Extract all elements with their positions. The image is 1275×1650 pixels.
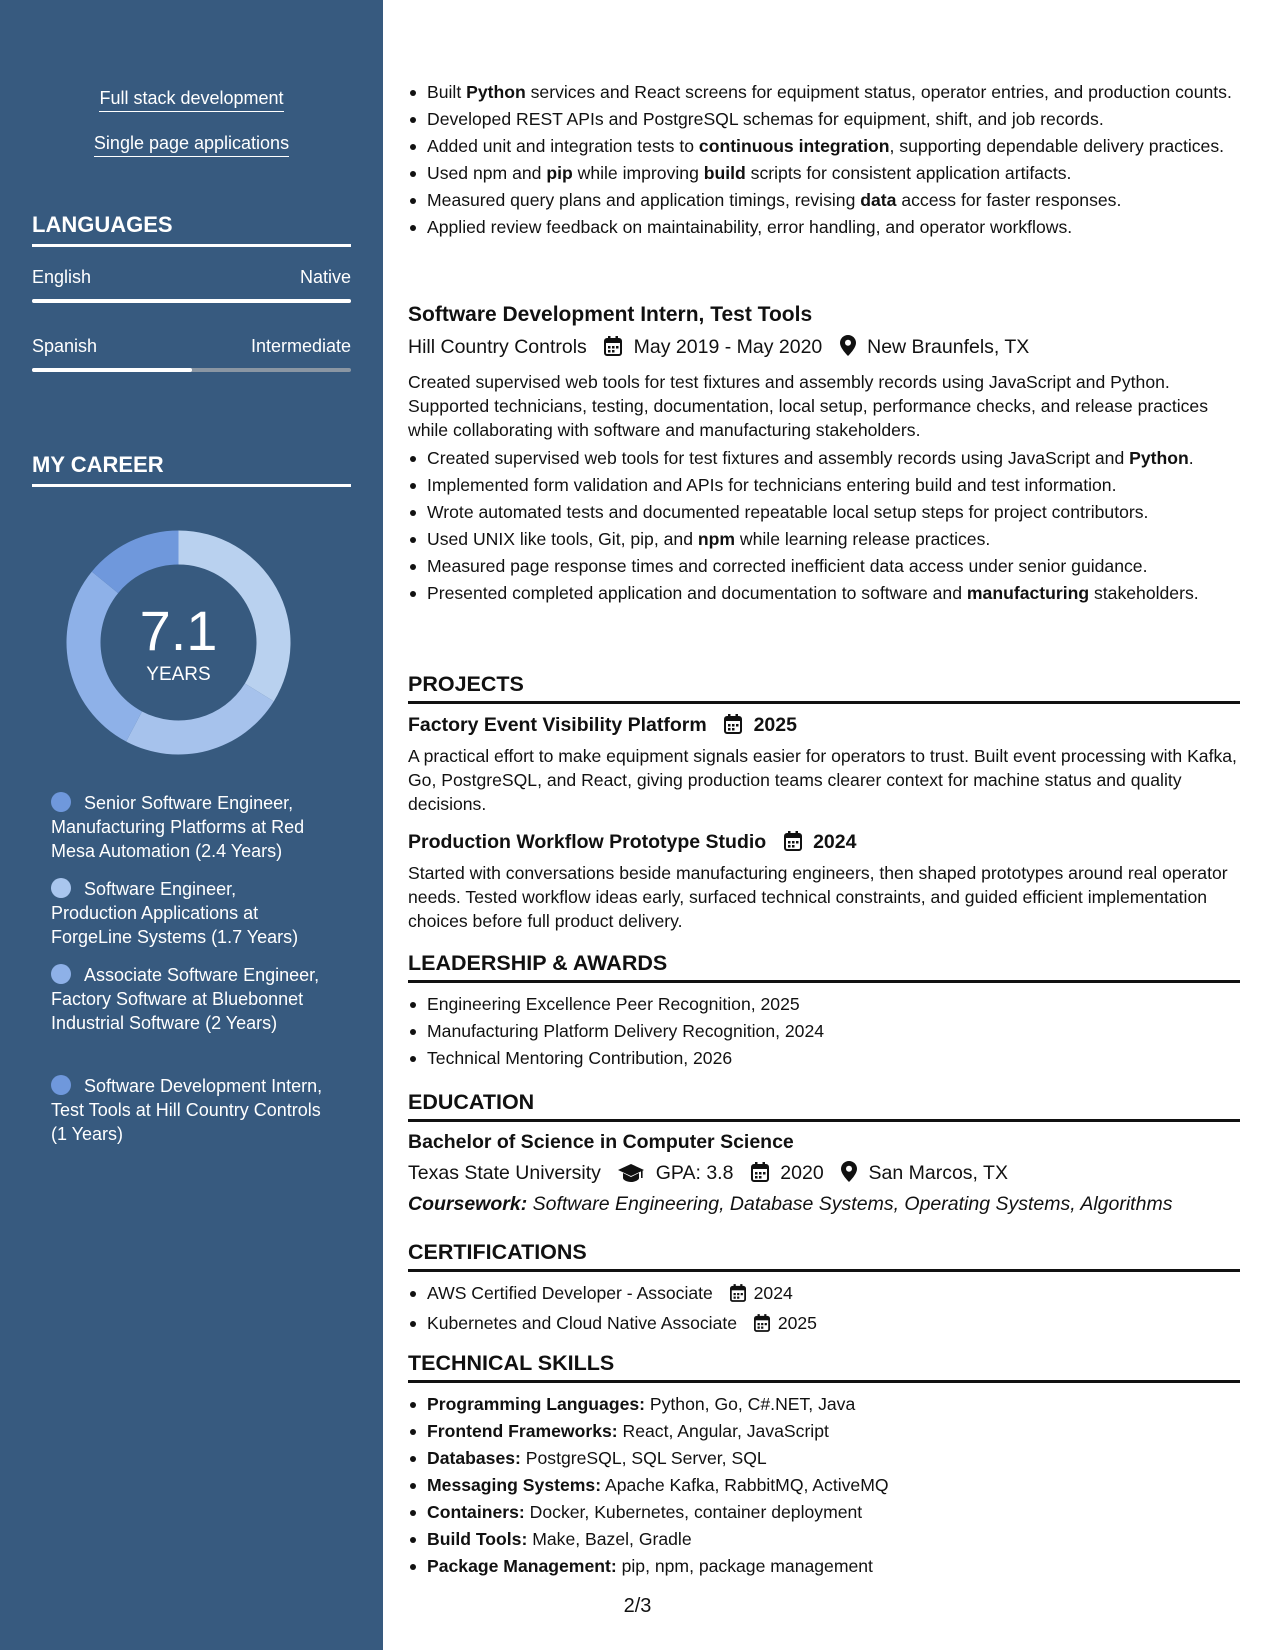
section-title-certifications: CERTIFICATIONS — [408, 1240, 1240, 1272]
skills-list — [408, 1392, 1240, 1581]
skill-label: Frontend Frameworks: — [427, 1421, 618, 1441]
skill-label: Programming Languages: — [427, 1394, 645, 1414]
career-item: Software Development Intern, Test Tools at Hill Country Controls (1 Years) — [51, 1076, 323, 1144]
bullet-item: Used npm and pip while improving build scripts for consistent application artifacts. — [408, 161, 1240, 185]
interest-item: Single page applications — [0, 133, 383, 157]
bullet-item: Created supervised web tools for test fixtures and assembly records using JavaScript and Python. — [408, 446, 1240, 470]
job-title: Software Development Intern, Test Tools — [408, 303, 813, 326]
project-description: Started with conversations beside manufacturing engineers, then shaped prototypes around real operator needs. Tested workflow ideas early, surfaced technical constraints, and guided efficient implementation choices before full product delivery. — [408, 863, 1228, 931]
degree-title: Bachelor of Science in Computer Science — [408, 1131, 794, 1153]
award-item: Engineering Excellence Peer Recognition, 2025 — [408, 992, 1240, 1016]
page-number: 2/3 — [623, 1595, 652, 1617]
certification-year: 2025 — [777, 1313, 817, 1333]
bullet-item: Applied review feedback on maintainability, error handling, and operator workflows. — [408, 215, 1240, 239]
certifications-list — [408, 1281, 1240, 1341]
coursework — [408, 1190, 1240, 1218]
bullet-item: Measured page response times and corrected inefficient data access under senior guidance. — [408, 554, 1240, 578]
career-heading: MY CAREER — [32, 452, 351, 487]
school-name: Texas State University — [408, 1162, 601, 1184]
language-bar-fill — [32, 299, 351, 303]
calendar-icon — [604, 336, 622, 364]
skill-item: Package Management: pip, npm, package management — [408, 1554, 1240, 1578]
project-year: 2025 — [753, 714, 797, 736]
language-bar-fill — [32, 368, 192, 372]
skill-item: Frontend Frameworks: React, Angular, JavaScript — [408, 1419, 1240, 1443]
graduation-cap-icon — [618, 1162, 644, 1190]
skill-item: Build Tools: Make, Bazel, Gradle — [408, 1527, 1240, 1551]
career-years-label: YEARS — [146, 664, 211, 685]
bullet-item: Implemented form validation and APIs for technicians entering build and test information. — [408, 473, 1240, 497]
bullet-item: Measured query plans and application timings, revising data access for faster responses. — [408, 188, 1240, 212]
job-summary: Created supervised web tools for test fixtures and assembly records using JavaScript and Python. Supported technicians, testing, documentation, local setup, performance checks, and release practices while collaborating with software and manufacturing stakeholders. — [408, 372, 1208, 440]
certification-item: Kubernetes and Cloud Native Associate 2025 — [408, 1311, 1240, 1338]
gpa: GPA: 3.8 — [655, 1162, 734, 1184]
calendar-icon — [784, 831, 802, 857]
certification-year: 2024 — [753, 1283, 793, 1303]
career-item: Senior Software Engineer, Manufacturing Platforms at Red Mesa Automation (2.4 Years) — [51, 793, 305, 861]
project-title: Factory Event Visibility Platform 2025 — [408, 714, 1240, 740]
job-location: New Braunfels, TX — [867, 336, 1030, 358]
experience-bullets — [408, 446, 1240, 608]
coursework-label: Coursework: — [408, 1193, 528, 1215]
bullet-item: Presented completed application and documentation to software and manufacturing stakeholders. — [408, 581, 1240, 605]
section-title-awards: LEADERSHIP & AWARDS — [408, 951, 1240, 983]
career-total-years: 7.1 — [139, 599, 218, 662]
graduation-year: 2020 — [780, 1162, 824, 1184]
skill-label: Databases: — [427, 1448, 521, 1468]
project-description: A practical effort to make equipment signals easier for operators to trust. Built event processing with Kafka, Go, PostgreSQL, and React, giving production teams clearer context for machine status and quality decisions. — [408, 746, 1237, 814]
language-bar — [32, 299, 351, 303]
award-item: Manufacturing Platform Delivery Recognition, 2024 — [408, 1019, 1240, 1043]
education-meta — [408, 1159, 1240, 1190]
job-meta — [408, 333, 1240, 364]
skill-item: Databases: PostgreSQL, SQL Server, SQL — [408, 1446, 1240, 1470]
career-item: Software Engineer, Production Applications at ForgeLine Systems (1.7 Years) — [51, 879, 299, 947]
career-dot — [51, 964, 71, 984]
section-title-skills: TECHNICAL SKILLS — [408, 1351, 1240, 1383]
calendar-icon — [724, 714, 742, 740]
language-level: Native — [299, 267, 351, 287]
location-pin-icon — [840, 335, 856, 364]
languages-heading: LANGUAGES — [32, 212, 351, 247]
skill-label: Containers: — [427, 1502, 525, 1522]
project-title: Production Workflow Prototype Studio 2024 — [408, 831, 1240, 857]
skill-item: Containers: Docker, Kubernetes, container deployment — [408, 1500, 1240, 1524]
career-item: Associate Software Engineer, Factory Software at Bluebonnet Industrial Software (2 Years) — [51, 965, 320, 1033]
interest-item: Full stack development — [0, 88, 383, 112]
skill-item: Programming Languages: Python, Go, C#.NET, Java — [408, 1392, 1240, 1416]
career-dot — [51, 1075, 71, 1095]
language-bar — [32, 368, 351, 372]
job-dates: May 2019 - May 2020 — [633, 336, 823, 358]
career-donut-slice — [126, 683, 274, 754]
school-location: San Marcos, TX — [868, 1162, 1008, 1184]
bullet-item: Developed REST APIs and PostgreSQL schemas for equipment, shift, and job records. — [408, 107, 1240, 131]
section-title-education: EDUCATION — [408, 1090, 1240, 1122]
awards-list — [408, 992, 1240, 1073]
career-dot — [51, 878, 71, 898]
skill-label: Package Management: — [427, 1556, 617, 1576]
company-name: Hill Country Controls — [408, 336, 587, 358]
location-pin-icon — [841, 1161, 857, 1190]
award-item: Technical Mentoring Contribution, 2026 — [408, 1046, 1240, 1070]
coursework-list: Software Engineering, Database Systems, Operating Systems, Algorithms — [532, 1193, 1173, 1215]
calendar-icon — [730, 1284, 746, 1308]
calendar-icon — [754, 1314, 770, 1338]
skill-label: Build Tools: — [427, 1529, 528, 1549]
certification-item: AWS Certified Developer - Associate 2024 — [408, 1281, 1240, 1308]
language-name: Spanish — [32, 336, 98, 356]
bullet-item: Built Python services and React screens for equipment status, operator entries, and production counts. — [408, 80, 1240, 104]
skill-label: Messaging Systems: — [427, 1475, 602, 1495]
calendar-icon — [751, 1162, 769, 1190]
sidebar — [0, 0, 383, 1650]
project-year: 2024 — [813, 831, 857, 853]
bullet-item: Used UNIX like tools, Git, pip, and npm while learning release practices. — [408, 527, 1240, 551]
experience-bullets — [408, 80, 1240, 242]
section-title-projects: PROJECTS — [408, 672, 1240, 704]
career-dot — [51, 792, 71, 812]
bullet-item: Wrote automated tests and documented repeatable local setup steps for project contributors. — [408, 500, 1240, 524]
bullet-item: Added unit and integration tests to continuous integration, supporting dependable delivery practices. — [408, 134, 1240, 158]
skill-item: Messaging Systems: Apache Kafka, RabbitMQ, ActiveMQ — [408, 1473, 1240, 1497]
language-name: English — [32, 267, 92, 287]
language-level: Intermediate — [250, 336, 351, 356]
